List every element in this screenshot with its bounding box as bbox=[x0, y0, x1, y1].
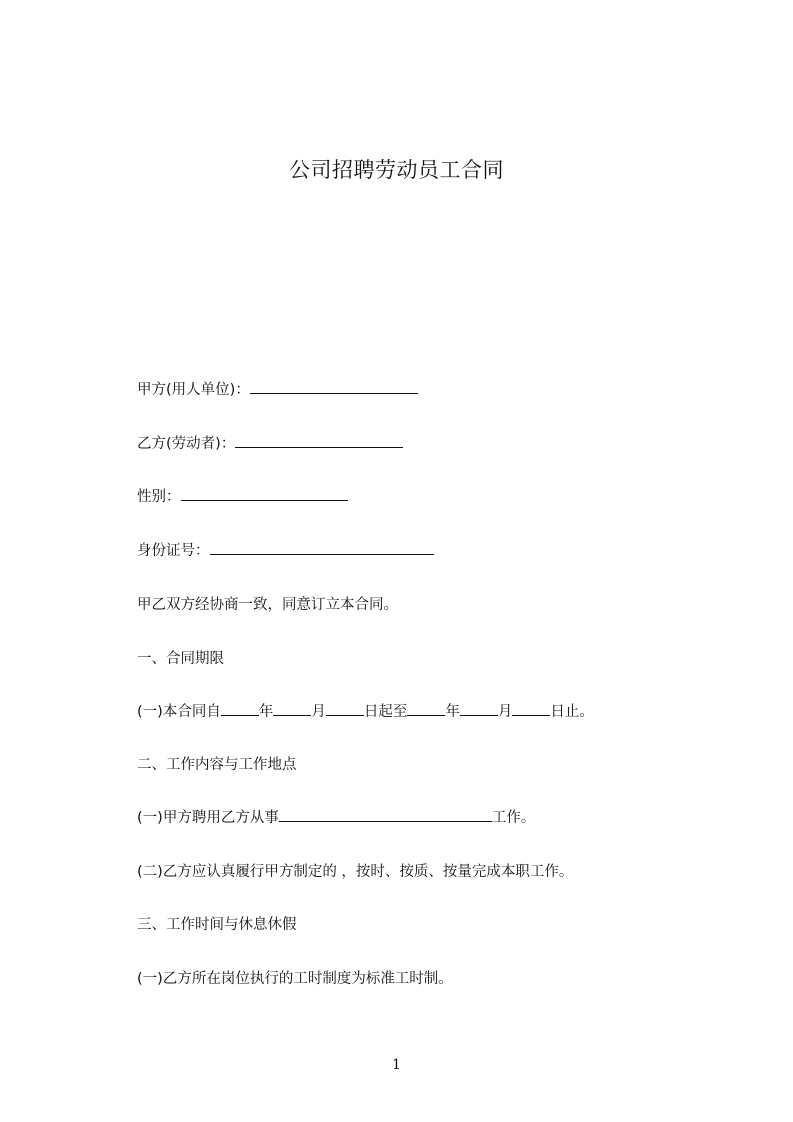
work-hours-paragraph: (一)乙方所在岗位执行的工时制度为标准工时制。 bbox=[137, 971, 453, 987]
end-year-label: 年 bbox=[445, 704, 460, 720]
start-day-blank[interactable] bbox=[326, 701, 364, 716]
gender-line bbox=[137, 486, 348, 508]
start-year-blank[interactable] bbox=[221, 701, 259, 716]
section2-heading: 二、工作内容与工作地点 bbox=[137, 757, 297, 773]
id-number-label: 身份证号： bbox=[137, 543, 210, 559]
section1-heading: 一、合同期限 bbox=[137, 651, 224, 667]
gender-label: 性别： bbox=[137, 489, 181, 505]
contract-term-line bbox=[137, 701, 594, 723]
term-prefix: (一)本合同自 bbox=[137, 704, 221, 720]
job-duty-blank[interactable] bbox=[279, 807, 492, 822]
agreement-paragraph: 甲乙双方经协商一致，同意订立本合同。 bbox=[137, 597, 398, 613]
party-a-label: 甲方(用人单位)： bbox=[137, 382, 250, 398]
party-a-line bbox=[137, 379, 418, 401]
section3-heading: 三、工作时间与休息休假 bbox=[137, 917, 297, 933]
job-duty-prefix: (一)甲方聘用乙方从事 bbox=[137, 810, 279, 826]
start-month-blank[interactable] bbox=[273, 701, 311, 716]
page-number: 1 bbox=[392, 1057, 401, 1073]
party-b-label: 乙方(劳动者)： bbox=[137, 436, 236, 452]
end-month-blank[interactable] bbox=[460, 701, 498, 716]
document-title: 公司招聘劳动员工合同 bbox=[289, 158, 504, 183]
end-month-label: 月 bbox=[497, 704, 513, 720]
end-day-label: 日止。 bbox=[550, 704, 594, 720]
party-b-line bbox=[137, 433, 403, 455]
gender-blank[interactable] bbox=[181, 486, 348, 501]
end-year-blank[interactable] bbox=[407, 701, 445, 716]
job-duty-suffix: 工作。 bbox=[491, 810, 536, 826]
party-b-blank[interactable] bbox=[235, 433, 403, 448]
job-duty-line bbox=[137, 807, 535, 829]
start-day-label: 日起至 bbox=[363, 704, 408, 720]
start-year-label: 年 bbox=[258, 704, 274, 720]
start-month-label: 月 bbox=[311, 704, 326, 720]
end-day-blank[interactable] bbox=[512, 701, 550, 716]
id-number-line bbox=[137, 540, 434, 562]
id-number-blank[interactable] bbox=[210, 540, 434, 555]
party-a-blank[interactable] bbox=[250, 379, 418, 394]
duty-fulfillment-paragraph: (二)乙方应认真履行甲方制定的 ，按时、按质、按量完成本职工作。 bbox=[137, 864, 574, 880]
